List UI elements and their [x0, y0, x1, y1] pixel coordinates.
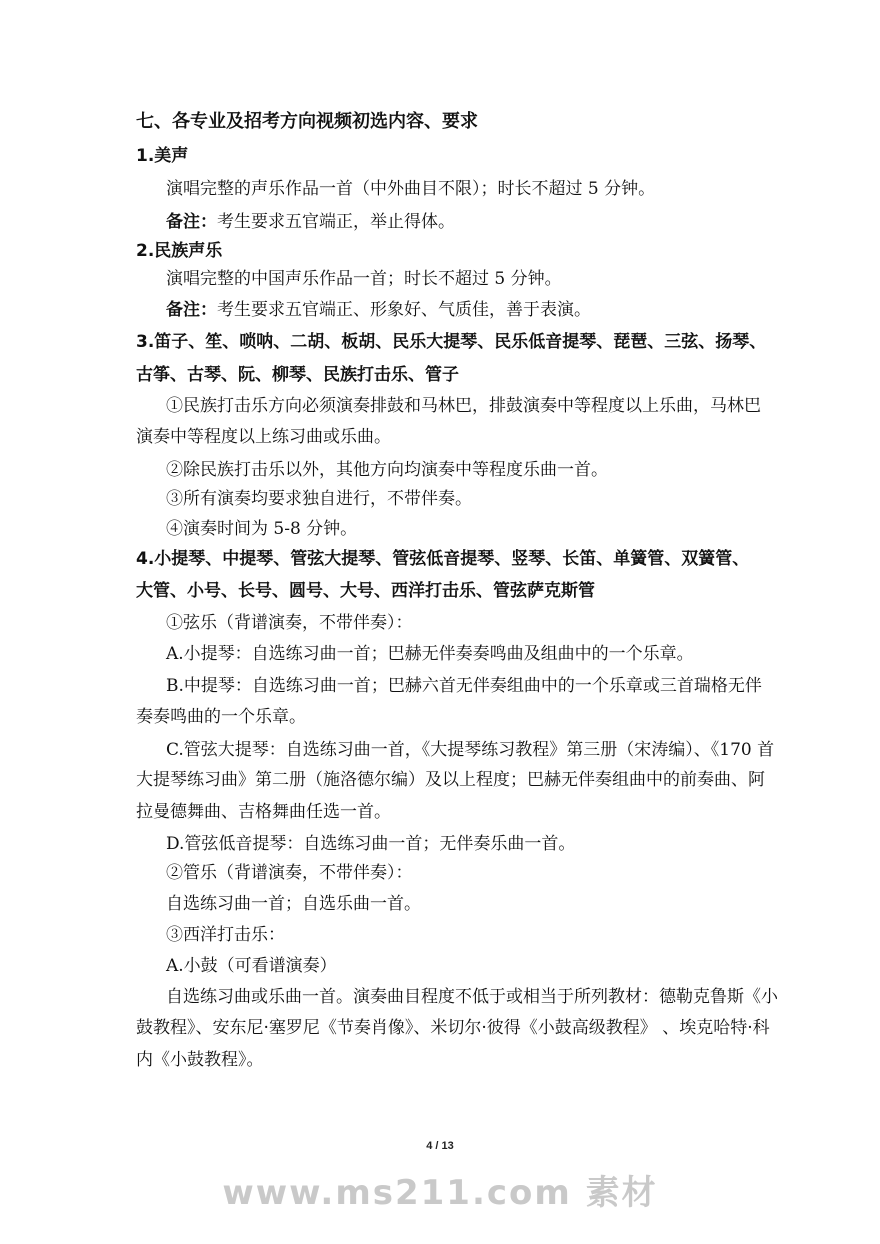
percussion-text-line1: 自选练习曲或乐曲一首。演奏曲目程度不低于或相当于所列教材：德勒克鲁斯《小 — [166, 987, 778, 1007]
viola-text-line1: B.中提琴：自选练习曲一首；巴赫六首无伴奏组曲中的一个乐章或三首瑞格无伴 — [166, 676, 762, 696]
section-3-item2: ②除民族打击乐以外，其他方向均演奏中等程度乐曲一首。 — [166, 460, 608, 480]
percussion-text-line2: 鼓教程》、安东尼·塞罗尼《节奏肖像》、米切尔·彼得《小鼓高级教程》 、埃克哈特·科 — [136, 1018, 770, 1038]
section-3-title-line2: 古筝、古琴、阮、柳琴、民族打击乐、管子 — [136, 365, 459, 385]
winds-text: 自选练习曲一首；自选乐曲一首。 — [166, 894, 421, 914]
page-number: 4 / 13 — [426, 1140, 454, 1152]
cello-text-line2: 大提琴练习曲》第二册（施洛德尔编）及以上程度；巴赫无伴奏组曲中的前奏曲、阿 — [136, 770, 765, 790]
violin-text: A.小提琴：自选练习曲一首；巴赫无伴奏奏鸣曲及组曲中的一个乐章。 — [166, 644, 694, 664]
strings-label: ①弦乐（背谱演奏，不带伴奏）： — [166, 613, 413, 633]
section-3-item1-line1: ①民族打击乐方向必须演奏排鼓和马林巴，排鼓演奏中等程度以上乐曲，马林巴 — [166, 396, 761, 416]
section-1-text: 演唱完整的声乐作品一首（中外曲目不限）；时长不超过 5 分钟。 — [166, 179, 656, 199]
note-label: 备注： — [166, 300, 217, 320]
snare-drum-label: A.小鼓（可看谱演奏） — [166, 956, 337, 976]
viola-text-line2: 奏奏鸣曲的一个乐章。 — [136, 707, 306, 727]
section-4-title-line2: 大管、小号、长号、圆号、大号、西洋打击乐、管弦萨克斯管 — [136, 581, 595, 601]
section-2-title: 2.民族声乐 — [136, 241, 223, 261]
section-3-item1-line2: 演奏中等程度以上练习曲或乐曲。 — [136, 427, 391, 447]
percussion-label: ③西洋打击乐： — [166, 925, 285, 945]
section-1-note — [166, 211, 455, 233]
note-label: 备注： — [166, 212, 217, 232]
cello-text-line3: 拉曼德舞曲、吉格舞曲任选一首。 — [136, 802, 391, 822]
note-text: 考生要求五官端正、形象好、气质佳，善于表演。 — [217, 300, 591, 320]
watermark: www.ms211.com 素材 — [222, 1173, 658, 1213]
section-1-title: 1.美声 — [136, 146, 189, 166]
note-text: 考生要求五官端正，举止得体。 — [217, 212, 455, 232]
section-2-text: 演唱完整的中国声乐作品一首；时长不超过 5 分钟。 — [166, 269, 562, 289]
double-bass-text: D.管弦低音提琴：自选练习曲一首；无伴奏乐曲一首。 — [166, 834, 576, 854]
percussion-text-line3: 内《小鼓教程》。 — [136, 1050, 264, 1070]
section-3-item4: ④演奏时间为 5-8 分钟。 — [166, 519, 358, 539]
section-2-note — [166, 299, 591, 321]
section-heading: 七、各专业及招考方向视频初选内容、要求 — [136, 111, 478, 132]
section-3-item3: ③所有演奏均要求独自进行，不带伴奏。 — [166, 489, 472, 509]
cello-text-line1: C.管弦大提琴：自选练习曲一首，《大提琴练习教程》第三册（宋涛编）、《170 首 — [166, 740, 775, 760]
section-4-title-line1: 4.小提琴、中提琴、管弦大提琴、管弦低音提琴、竖琴、长笛、单簧管、双簧管、 — [136, 549, 750, 569]
winds-label: ②管乐（背谱演奏，不带伴奏）： — [166, 863, 413, 883]
section-3-title-line1: 3.笛子、笙、唢呐、二胡、板胡、民乐大提琴、民乐低音提琴、琵琶、三弦、扬琴、 — [136, 332, 767, 352]
